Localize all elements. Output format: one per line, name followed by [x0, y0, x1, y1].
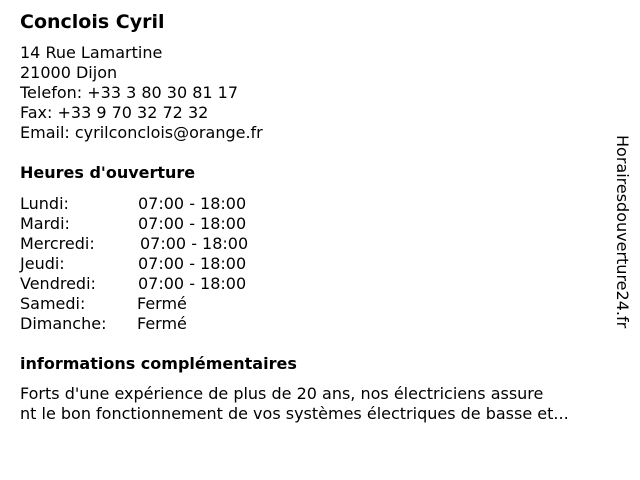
additional-info-heading: informations complémentaires: [20, 354, 297, 373]
hours-row-monday: [20, 194, 320, 214]
business-name: Conclois Cyril: [20, 11, 165, 33]
hours-value: 07:00 - 18:00: [138, 194, 247, 213]
description-line-1: Forts d'une expérience de plus de 20 ans, nos électriciens assure: [20, 384, 544, 403]
hours-value: Fermé: [137, 314, 187, 333]
day-label: Vendredi:: [20, 274, 96, 293]
day-label: Mercredi:: [20, 234, 95, 253]
hours-row-saturday: [20, 294, 320, 314]
hours-row-friday: [20, 274, 320, 294]
hours-value: Fermé: [137, 294, 187, 313]
hours-value: 07:00 - 18:00: [138, 254, 247, 273]
hours-value: 07:00 - 18:00: [138, 214, 247, 233]
email-address: Email: cyrilconclois@orange.fr: [20, 123, 263, 142]
hours-row-tuesday: [20, 214, 320, 234]
hours-row-wednesday: [20, 234, 320, 254]
day-label: Dimanche:: [20, 314, 107, 333]
day-label: Mardi:: [20, 214, 70, 233]
phone-number: Telefon: +33 3 80 30 81 17: [20, 83, 239, 102]
hours-value: 07:00 - 18:00: [138, 274, 247, 293]
address-street: 14 Rue Lamartine: [20, 43, 163, 62]
day-label: Lundi:: [20, 194, 69, 213]
address-city: 21000 Dijon: [20, 63, 118, 82]
description-line-2: nt le bon fonctionnement de vos systèmes électriques de basse et...: [20, 404, 569, 423]
opening-hours-heading: Heures d'ouverture: [20, 163, 196, 182]
fax-number: Fax: +33 9 70 32 72 32: [20, 103, 209, 122]
site-watermark: Horairesdouverture24.fr: [613, 135, 632, 329]
day-label: Jeudi:: [20, 254, 65, 273]
hours-row-sunday: [20, 314, 320, 334]
day-label: Samedi:: [20, 294, 86, 313]
hours-row-thursday: [20, 254, 320, 274]
hours-value: 07:00 - 18:00: [140, 234, 249, 253]
